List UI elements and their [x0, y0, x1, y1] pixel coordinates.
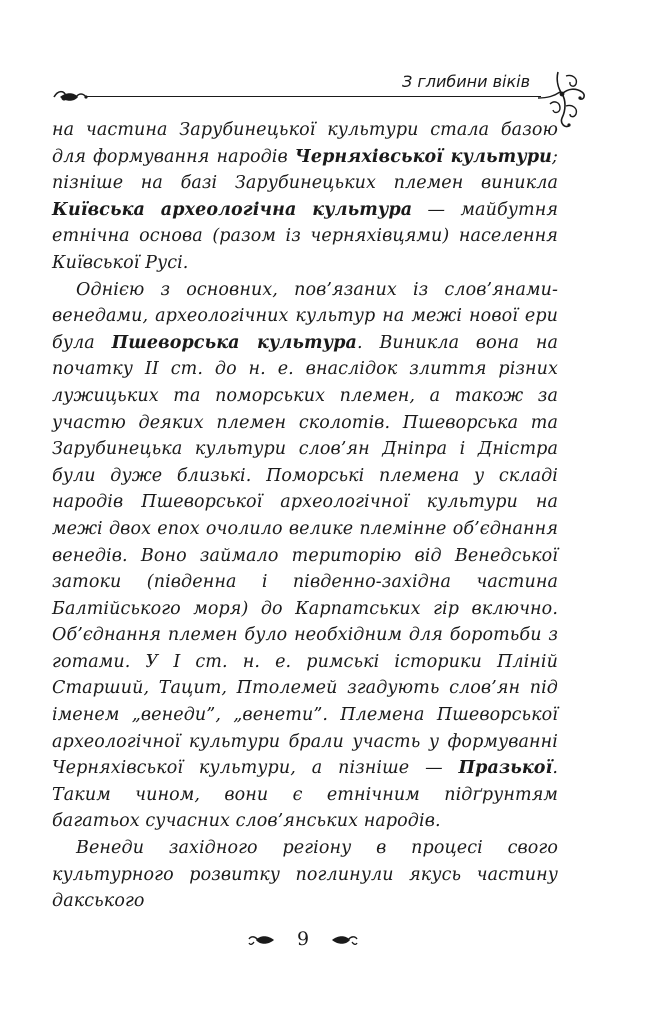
text-run: Венеди західного регіону в процесі свого культурного розвитку поглинули якусь частину дакського [52, 838, 558, 912]
body-text [52, 117, 558, 915]
left-flourish-icon [52, 88, 88, 106]
text-run: ; пізніше на базі Зарубинецьких племен виникла [52, 146, 558, 194]
paragraph [52, 835, 558, 915]
paragraph [52, 117, 558, 277]
running-title: З глибини віків [402, 72, 530, 91]
header-rule [86, 96, 541, 97]
page-number: 9 [296, 928, 310, 950]
text-run: — майбутня етнічна основа (разом із черняхівцями) населення Київської Русі. [52, 199, 559, 273]
bold-term: Київська археологічна культура [52, 199, 413, 220]
page-header [52, 64, 588, 124]
bold-term: Пшеворська культура [111, 332, 357, 353]
text-run: . Таким чином, вони є етнічним підґрунтям багатьох сучасних слов’янських народів. [52, 758, 558, 832]
text-run: Однією з основних, пов’язаних із слов’янами-венедами, археологічних культур на межі нової ери була [52, 279, 558, 353]
paragraph [52, 277, 558, 835]
text-run: . Виникла вона на початку II ст. до н. е. внаслідок злиття різних лужицьких та поморських племен, а також за участю деяких племен сколотів. Пшеворська та Зарубинецька культури слов’ян Дніпра і Дністра були дуже близькі. Поморські племена у складі народів Пшеворської археологічної культури на межі двох епох очолило велике племінне об’єднання венедів. Воно займало територію від Венедської затоки (південна і південно-західна частина Балтійського моря) до Карпатських гір включно. Об’єднання племен було необхідним для боротьби з готами. У I ст. н. е. римські історики Пліній Старший, Тацит, Птолемей згадують слов’ян під іменем „венеди”, „венети”. Племена Пшеворської археологічної культури брали участь у формуванні Черняхівської культури, а пізніше — [52, 332, 558, 779]
right-leaf-icon [330, 933, 358, 947]
page-footer [248, 926, 358, 956]
bold-term: Черняхівської культури [294, 146, 552, 167]
bold-term: Празької [458, 758, 553, 779]
text-run: на частина Зарубинецької культури стала базою для формування народів [52, 120, 558, 167]
